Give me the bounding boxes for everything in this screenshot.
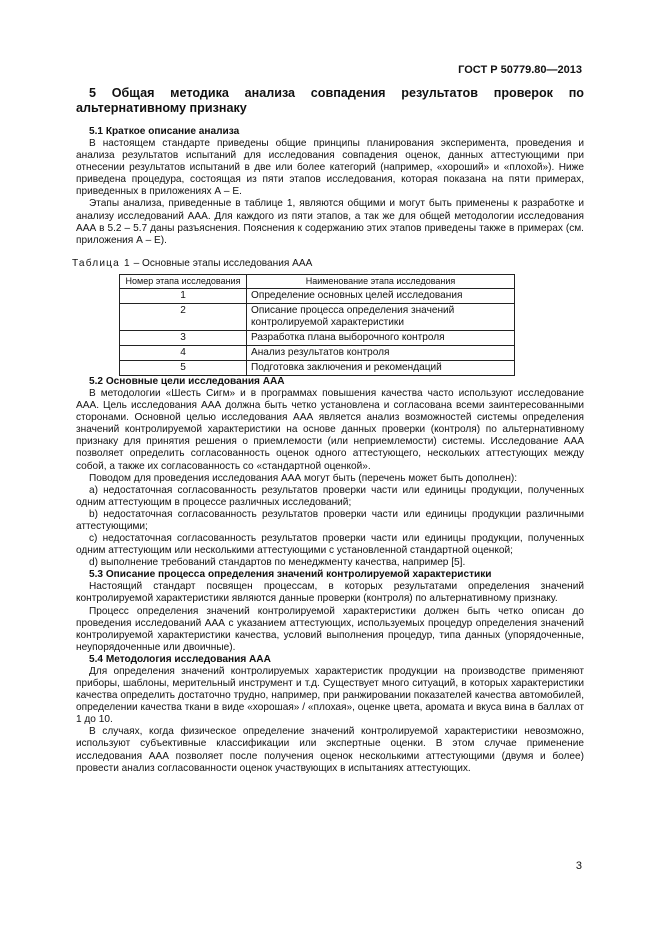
- table-row: [120, 303, 515, 330]
- table-caption-label: Таблица 1: [72, 257, 131, 269]
- stage-name: Подготовка заключения и рекомендаций: [247, 360, 515, 375]
- paragraph: Процесс определения значений контролируемой характеристики должен быть четко описан до проведения исследований ААА с указанием аттестующих, используемых процедур определения значений контролируемой характеристики качества, условий выполнения процедур, типа данных (упорядоченные, неупорядоченные или двоичные).: [76, 605, 584, 653]
- document-header: ГОСТ Р 50779.80—2013: [458, 64, 582, 76]
- stage-name: Разработка плана выборочного контроля: [247, 330, 515, 345]
- table-caption-text: – Основные этапы исследования ААА: [130, 257, 313, 269]
- stage-number: 1: [120, 288, 247, 303]
- paragraph: В настоящем стандарте приведены общие принципы планирования эксперимента, проведения и анализа результатов испытаний для исследования совпадения оценок, данных аттестующими при отнесении результатов испытаний в две или более категорий (например, «хороший» и «плохой»). Ниже приведена процедура, состоящая из пяти этапов исследования, которая показана на пяти примерах, приведенных в приложениях А – Е.: [76, 138, 584, 198]
- stages-table: [119, 274, 515, 376]
- paragraph: Для определения значений контролируемых характеристик продукции на производстве применяют приборы, шаблоны, мерительный инструмент и т.д. Существует много ситуаций, в которых характеристики качества определить достаточно трудно, например, при ранжировании показателей качества автомобилей, определении качества ткани в виде «хорошая» / «плохая», оценке цвета, аромата и вкуса вина в баллах от 1 до 10.: [76, 665, 584, 726]
- stage-name: Анализ результатов контроля: [247, 345, 515, 360]
- table-header-name: Наименование этапа исследования: [247, 274, 515, 288]
- stage-name: Определение основных целей исследования: [247, 288, 515, 303]
- table-row: [120, 288, 515, 303]
- list-item-a: a) недостаточная согласованность результатов проверки части или единицы продукции, полученных одним аттестующим в процессе различных исследований;: [76, 484, 584, 508]
- table-caption: [72, 258, 584, 270]
- paragraph: В методологии «Шесть Сигм» и в программах повышения качества часто используют исследование ААА. Цель исследования ААА должна быть четко установлена и согласована всеми заинтересованными сторонами. Основной целью исследования ААА является анализ возможностей системы определения значений контролируемой характеристики на основе данных проверки (контроля) по альтернативному признаку для принятия решения о приемлемости (или неприемлемости) системы. Исследование ААА позволяет определить согласованность оценок одного аттестующего, нескольких аттестующих между собой, а также их согласованность со «стандартной оценкой».: [76, 387, 584, 472]
- section-5-4-heading: 5.4 Методология исследования ААА: [89, 653, 271, 665]
- table-row: [120, 345, 515, 360]
- page-number: 3: [575, 860, 582, 872]
- list-item-c: c) недостаточная согласованность результатов проверки части или единицы продукции, полученных одним аттестующим или несколькими аттестующими с установленной стандартной оценкой;: [76, 533, 584, 557]
- paragraph: В случаях, когда физическое определение значений контролируемой характеристики невозможно, используют субъективные классификации или экспертные оценки. В этом случае применение исследования ААА позволяет после получения оценок несколькими аттестующими (двумя и более) провести анализ согласованности оценок участвующих в испытаниях аттестующих.: [76, 726, 584, 774]
- stage-number: 4: [120, 345, 247, 360]
- paragraph: Поводом для проведения исследования ААА могут быть (перечень может быть дополнен):: [89, 472, 518, 484]
- list-item-b: b) недостаточная согласованность результатов проверки части или единицы продукции различными аттестующими;: [76, 508, 584, 532]
- stage-number: 5: [120, 360, 247, 375]
- section-5-1-heading: 5.1 Краткое описание анализа: [89, 126, 240, 137]
- section-5-2-heading: 5.2 Основные цели исследования ААА: [89, 375, 285, 387]
- section-5-title: 5 Общая методика анализа совпадения результатов проверок по альтернативному признаку: [76, 86, 584, 115]
- section-5-3-heading: 5.3 Описание процесса определения значений контролируемой характеристики: [89, 569, 492, 581]
- list-item-d: d) выполнение требований стандартов по менеджменту качества, например [5].: [89, 557, 466, 569]
- page-content: [72, 86, 584, 775]
- paragraph: Настоящий стандарт посвящен процессам, в которых результатами определения значений контролируемой характеристики являются данные проверки (контроля) по альтернативному признаку.: [76, 581, 584, 605]
- table-header-row: [120, 274, 515, 288]
- table-row: [120, 360, 515, 375]
- stage-number: 3: [120, 330, 247, 345]
- stage-number: 2: [120, 303, 247, 330]
- paragraph: Этапы анализа, приведенные в таблице 1, являются общими и могут быть применены к разработке и анализу исследований ААА. Для каждого из пяти этапов, а так же для общей методологии исследования ААА в 5.2 – 5.7 даны разъяснения. Пояснения к содержанию этих этапов приведены также в примерах (см. приложения А – Е).: [76, 198, 584, 246]
- table-header-number: Номер этапа исследования: [120, 274, 247, 288]
- stage-name: Описание процесса определения значений контролируемой характеристики: [247, 303, 515, 330]
- table-row: [120, 330, 515, 345]
